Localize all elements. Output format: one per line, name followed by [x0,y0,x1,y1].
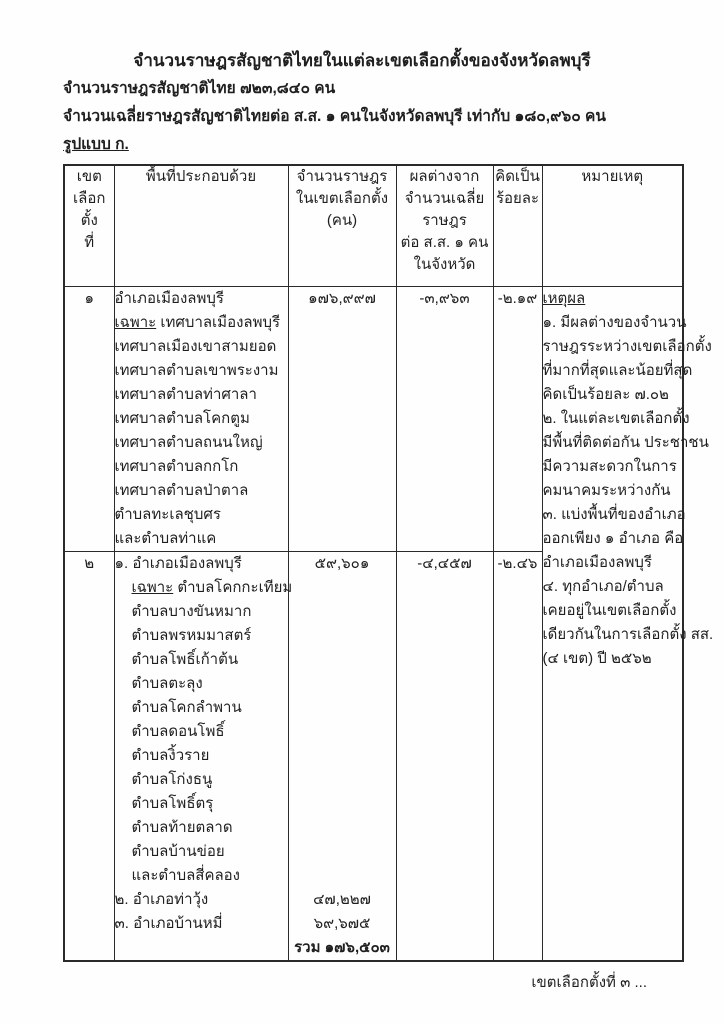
area-list [114,552,293,962]
remarks-line: มีพื้นที่ติดต่อกัน ประชาชน [542,434,709,451]
area-line: ตำบลโพธิ์ตรุ [131,795,214,812]
diff-from-average-value: -๔,๔๕๗ [396,552,493,962]
remarks-line: ที่มากที่สุดและน้อยที่สุด [542,362,693,379]
remarks-title: เหตุผล [542,290,586,307]
area-line: ตำบลตะลุง [131,675,203,692]
population-stack [289,552,396,960]
area-line: และตำบลสี่คลอง [131,867,241,884]
remarks-line: ๔. ทุกอำเภอ/ตำบล [542,578,664,595]
remarks-cell [542,287,714,962]
population-value: ๑๗๖,๙๙๗ [308,290,376,307]
col-header-remarks [542,165,683,287]
area-line: เทศบาลตำบลกกโก [114,458,239,475]
col-header-line: เขต [76,168,102,185]
form-variant-label: รูปแบบ ก. [63,136,129,153]
remarks-line: ๒. ในแต่ละเขตเลือกตั้ง [542,410,690,427]
col-header-line: พื้นที่ประกอบด้วย [145,168,257,185]
population-total: รวม ๑๗๖,๕๐๓ [294,939,390,956]
remarks-line: ราษฎรระหว่างเขตเลือกตั้ง [542,338,712,355]
col-header-line: เลือกตั้ง [73,190,106,229]
area-line: ๑. อำเภอเมืองลพบุรี [114,555,242,572]
col-header-population [288,165,396,287]
remarks-line: อำเภอเมืองลพบุรี [542,554,652,571]
area-line: เทศบาลเมืองเขาสามยอด [114,338,277,355]
area-line: ตำบลพรหมมาสตร์ [131,627,252,644]
table-header-row [64,165,683,287]
area-line: ตำบลงิ้วราย [131,747,210,764]
percent-value: -๒.๔๖ [493,552,542,962]
col-header-line: จำนวนเฉลี่ย [404,190,485,207]
area-line: ตำบลท้ายตลาด [131,819,233,836]
area-only-keyword: เฉพาะ [131,579,174,596]
remarks-line: เดียวกันในการเลือกตั้ง สส. [542,626,714,643]
remarks-line: คิดเป็นร้อยละ ๗.๐๒ [542,386,669,403]
area-line: เทศบาลตำบลป่าตาล [114,482,249,499]
district-row-๑ [64,287,683,552]
population-value: ๔๗,๒๒๗ [313,891,371,908]
area-line: ตำบลโก่งธนู [131,771,213,788]
electoral-district-table [63,164,714,962]
area-line: ตำบลทะเลชุบศร [114,506,221,523]
col-header-line: หมายเหตุ [581,168,644,185]
col-header-line: (คน) [326,212,358,229]
remarks-line: เคยอยู่ในเขตเลือกตั้ง [542,602,677,619]
col-header-line: ผลต่างจาก [409,168,480,185]
percent-value: -๒.๑๙ [493,287,542,552]
col-header-district-no [64,165,114,287]
col-header-percent [493,165,542,287]
area-line: ตำบลบางขันหมาก [131,603,252,620]
col-header-line: จำนวนราษฎร [296,168,388,185]
col-header-line: ร้อยละ [495,190,540,207]
population-cell [288,552,396,962]
footer-note: เขตเลือกตั้งที่ ๓ ... [531,974,647,991]
area-line: ตำบลบ้านข่อย [131,843,225,860]
col-header-line: ที่ [84,234,95,251]
diff-from-average-value: -๓,๙๖๓ [396,287,493,552]
col-header-line: ในเขตเลือกตั้ง [295,190,389,207]
page-title: จำนวนราษฎรสัญชาติไทยในแต่ละเขตเลือกตั้งของจังหวัดลพบุรี [133,51,591,70]
area-line: และตำบลท่าแค [114,530,217,547]
remarks-line: ๑. มีผลต่างของจำนวน [542,314,687,331]
remarks-line: มีความสะดวกในการ [542,458,677,475]
area-line: เทศบาลตำบลถนนใหญ่ [114,434,263,451]
population-cell [288,287,396,552]
area-line: ๓. อำเภอบ้านหมี่ [114,915,223,932]
area-line: อำเภอเมืองลพบุรี [114,290,224,307]
district-number: ๑ [64,287,114,552]
col-header-line: ต่อ ส.ส. ๑ คน [400,234,489,251]
remarks-line: คมนาคมระหว่างกัน [542,482,671,499]
area-line: ตำบลโคกลำพาน [131,699,242,716]
area-line: เฉพาะ เทศบาลเมืองลพบุรี [114,314,281,331]
area-line: ตำบลโพธิ์เก้าต้น [131,651,239,668]
remarks-line: (๔ เขต) ปี ๒๕๖๒ [542,650,652,667]
district-number: ๒ [64,552,114,962]
col-header-diff-from-average [396,165,493,287]
area-line: ๒. อำเภอท่าวุ้ง [114,891,209,908]
area-line: เฉพาะ ตำบลโคกกะเทียม [131,579,293,596]
average-population-line: จำนวนเฉลี่ยราษฎรสัญชาติไทยต่อ ส.ส. ๑ คนในจังหวัดลพบุรี เท่ากับ ๑๘๐,๙๖๐ คน [63,108,606,125]
population-value: ๕๙,๖๐๑ [314,555,370,572]
col-header-line: คิดเป็น [495,168,540,185]
population-value: ๖๙,๖๗๕ [313,915,371,932]
area-line: เทศบาลตำบลท่าศาลา [114,386,257,403]
total-population-line: จำนวนราษฎรสัญชาติไทย ๗๒๓,๘๔๐ คน [63,80,336,97]
col-header-line: ในจังหวัด [413,256,476,273]
remarks-line: ออกเพียง ๑ อำเภอ คือ [542,530,684,547]
area-list [114,287,288,552]
col-header-line: ราษฎร [422,212,467,229]
remarks-line: ๓. แบ่งพื้นที่ของอำเภอ [542,506,686,523]
area-line: ตำบลดอนโพธิ์ [131,723,225,740]
area-only-keyword: เฉพาะ [114,314,157,331]
population-stack [289,287,396,311]
area-line: เทศบาลตำบลโคกตูม [114,410,250,427]
area-line: เทศบาลตำบลเขาพระงาม [114,362,279,379]
col-header-area [114,165,288,287]
